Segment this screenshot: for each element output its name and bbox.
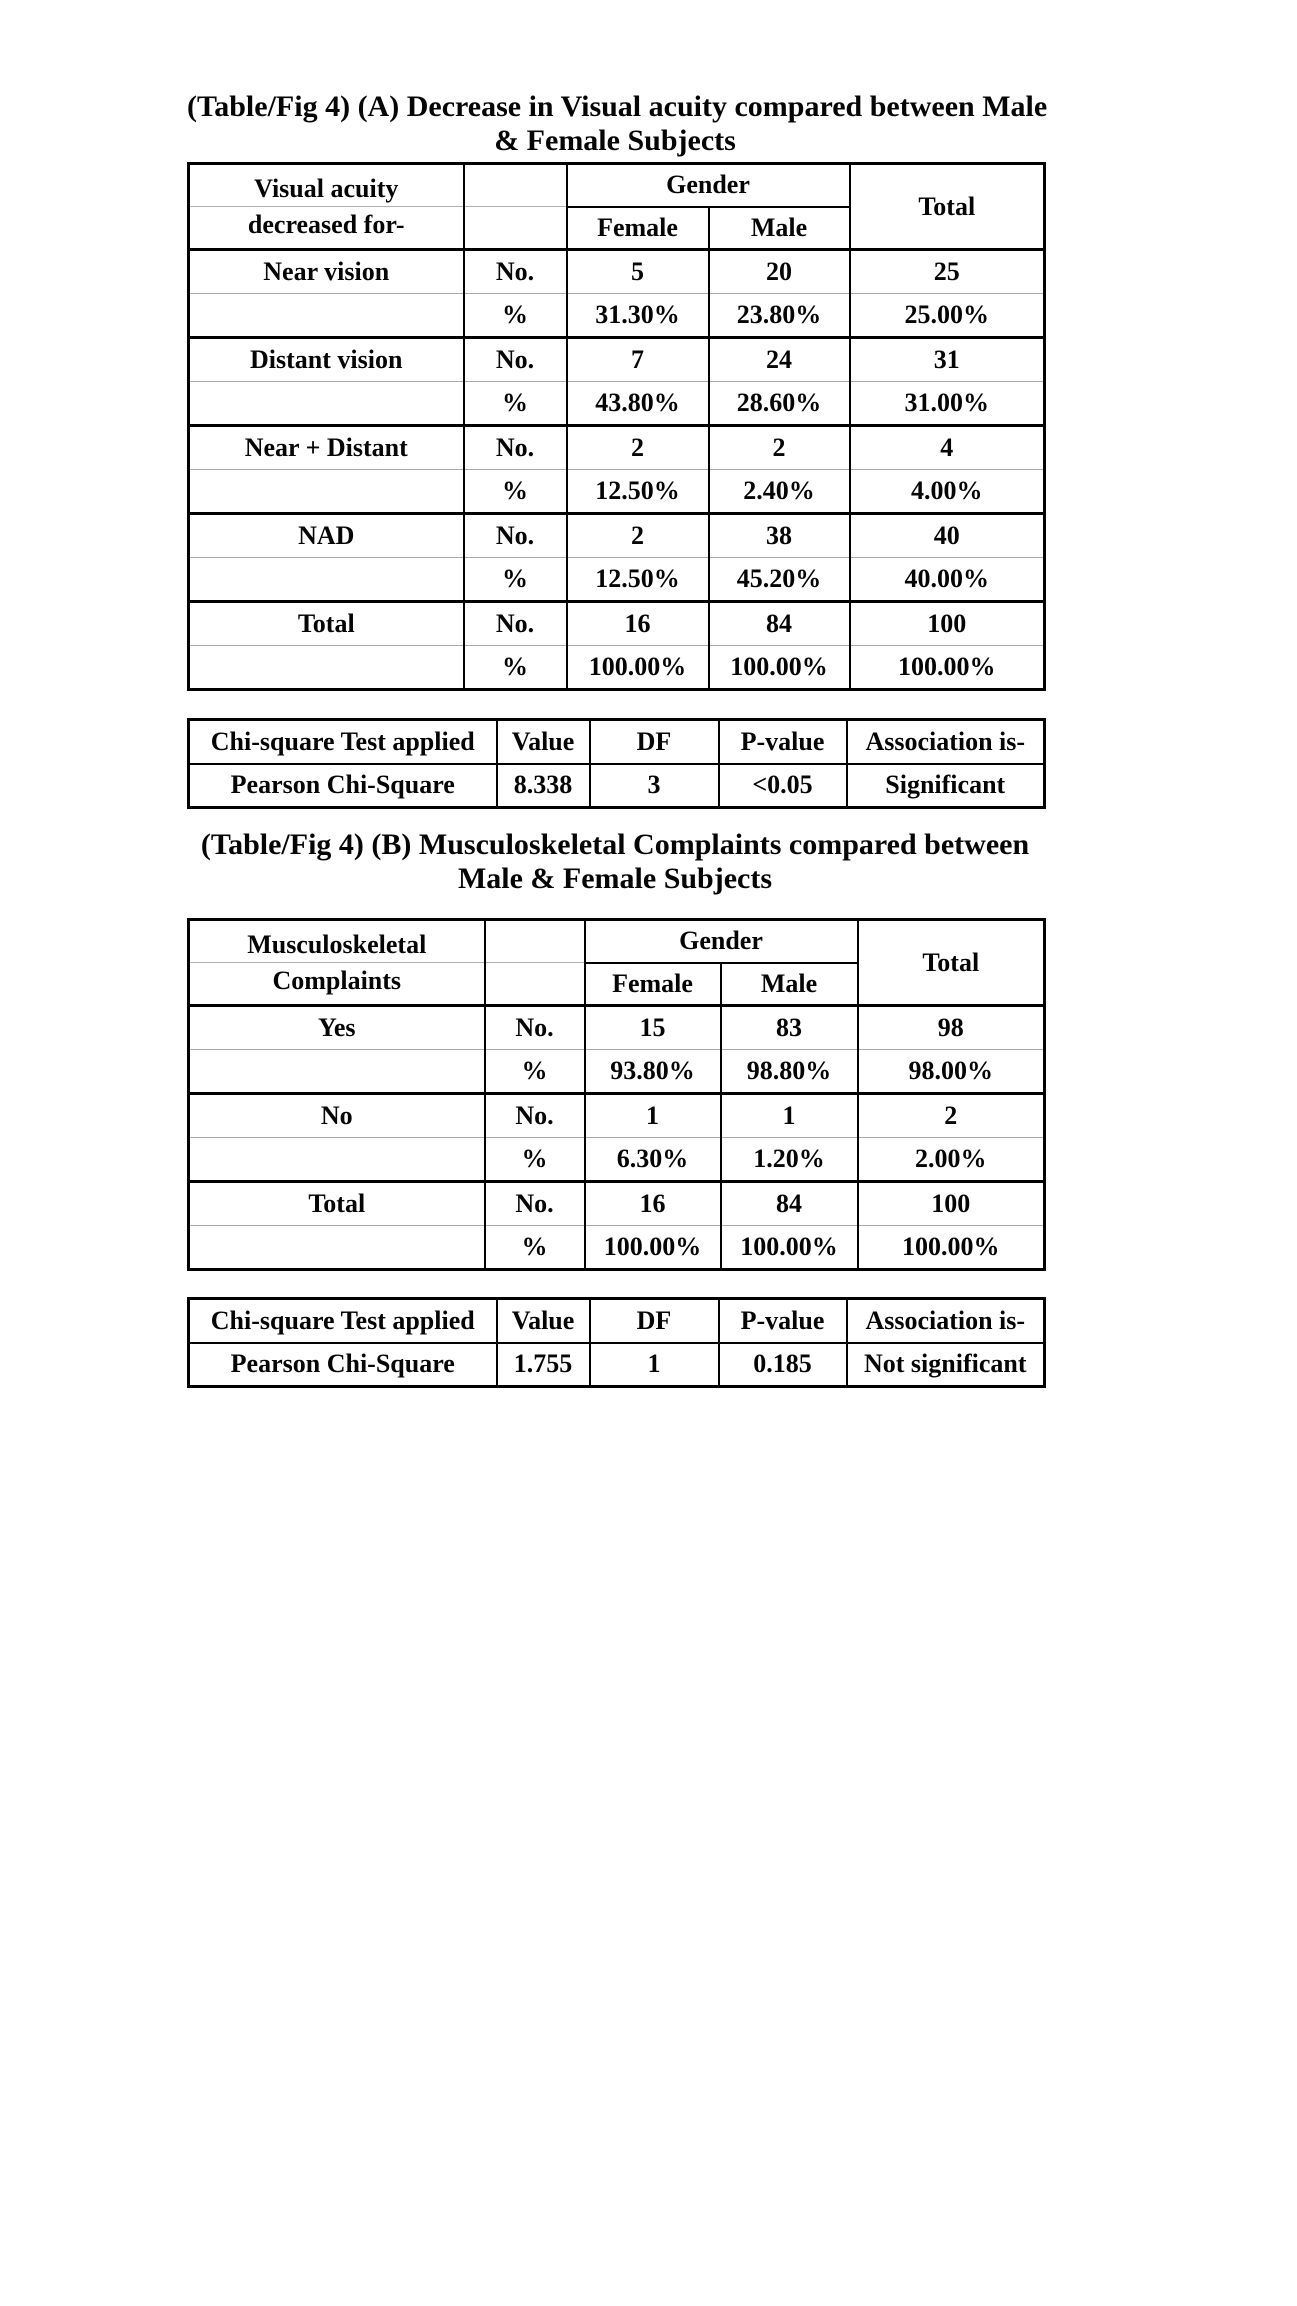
stat-type-cell: % (485, 1138, 585, 1182)
row-label-cell (189, 294, 464, 338)
female-value-cell: 12.50% (567, 470, 709, 514)
section-b-title-line1: (Table/Fig 4) (B) Musculoskeletal Complaints compared between (200, 828, 1030, 861)
female-value-cell: 2 (567, 426, 709, 470)
male-value-cell: 1.20% (721, 1138, 858, 1182)
total-value-cell: 98 (858, 1006, 1045, 1050)
chi-association-cell: Significant (847, 764, 1045, 808)
female-value-cell: 43.80% (567, 382, 709, 426)
visual-acuity-table (187, 162, 1046, 691)
female-value-cell: 31.30% (567, 294, 709, 338)
total-value-cell: 100 (858, 1182, 1045, 1226)
male-header-cell: Male (709, 207, 850, 250)
stat-type-cell: No. (464, 602, 567, 646)
percent-row (189, 382, 1045, 426)
row-label-cell (189, 382, 464, 426)
row-label-cell: Near vision (189, 250, 464, 294)
percent-row (189, 646, 1045, 690)
chi-square-table-b (187, 1297, 1046, 1388)
stat-type-header-cell (464, 164, 567, 250)
section-a-title (187, 90, 1048, 158)
musculoskeletal-table (187, 918, 1046, 1271)
gender-header-cell: Gender (585, 920, 858, 963)
percent-row (189, 1226, 1045, 1270)
percent-row (189, 558, 1045, 602)
count-row (189, 426, 1045, 470)
chi-pvalue-cell: 0.185 (719, 1343, 847, 1387)
section-a-title-line2: & Female Subjects (494, 124, 736, 157)
gender-header-cell: Gender (567, 164, 850, 207)
total-value-cell: 2 (858, 1094, 1045, 1138)
total-value-cell: 100 (850, 602, 1045, 646)
stat-type-cell: % (464, 470, 567, 514)
male-value-cell: 83 (721, 1006, 858, 1050)
stat-type-cell: % (464, 294, 567, 338)
male-value-cell: 2.40% (709, 470, 850, 514)
female-header-cell: Female (567, 207, 709, 250)
stat-type-cell: % (485, 1226, 585, 1270)
count-row (189, 1006, 1045, 1050)
row-label-cell (189, 1226, 485, 1270)
chi-header-row (189, 1299, 1045, 1343)
stat-type-cell: % (464, 558, 567, 602)
percent-row (189, 294, 1045, 338)
chi-pvalue-header-cell: P-value (719, 1299, 847, 1343)
row-label-cell (189, 558, 464, 602)
male-value-cell: 84 (709, 602, 850, 646)
chi-association-header-cell: Association is- (847, 1299, 1045, 1343)
female-value-cell: 6.30% (585, 1138, 721, 1182)
row-header-cell (189, 164, 464, 250)
stat-type-cell: No. (464, 338, 567, 382)
stat-type-cell: No. (485, 1182, 585, 1226)
chi-pvalue-cell: <0.05 (719, 764, 847, 808)
row-label-cell: Total (189, 602, 464, 646)
chi-test-header-cell: Chi-square Test applied (189, 1299, 497, 1343)
female-value-cell: 100.00% (567, 646, 709, 690)
table-header-row (189, 920, 1045, 963)
male-value-cell: 23.80% (709, 294, 850, 338)
male-value-cell: 98.80% (721, 1050, 858, 1094)
chi-header-row (189, 720, 1045, 764)
chi-test-cell: Pearson Chi-Square (189, 1343, 497, 1387)
count-row (189, 514, 1045, 558)
total-value-cell: 98.00% (858, 1050, 1045, 1094)
row-label-cell: Total (189, 1182, 485, 1226)
row-header-line1: Visual acuity (254, 173, 399, 203)
count-row (189, 250, 1045, 294)
row-label-cell: Yes (189, 1006, 485, 1050)
chi-df-cell: 3 (590, 764, 719, 808)
row-header-line2: decreased for- (247, 209, 405, 239)
male-value-cell: 1 (721, 1094, 858, 1138)
female-value-cell: 1 (585, 1094, 721, 1138)
male-value-cell: 38 (709, 514, 850, 558)
section-b-title (187, 828, 1043, 896)
female-value-cell: 5 (567, 250, 709, 294)
total-value-cell: 31 (850, 338, 1045, 382)
female-value-cell: 16 (585, 1182, 721, 1226)
chi-result-row (189, 764, 1045, 808)
percent-row (189, 470, 1045, 514)
total-value-cell: 100.00% (858, 1226, 1045, 1270)
chi-association-cell: Not significant (847, 1343, 1045, 1387)
male-value-cell: 100.00% (721, 1226, 858, 1270)
stat-type-cell: % (464, 382, 567, 426)
count-row (189, 338, 1045, 382)
row-label-cell: Distant vision (189, 338, 464, 382)
chi-value-header-cell: Value (497, 1299, 590, 1343)
row-label-cell (189, 470, 464, 514)
female-value-cell: 16 (567, 602, 709, 646)
male-value-cell: 2 (709, 426, 850, 470)
male-value-cell: 100.00% (709, 646, 850, 690)
row-label-cell (189, 1138, 485, 1182)
male-value-cell: 84 (721, 1182, 858, 1226)
male-value-cell: 20 (709, 250, 850, 294)
chi-df-cell: 1 (590, 1343, 719, 1387)
chi-pvalue-header-cell: P-value (719, 720, 847, 764)
total-value-cell: 40.00% (850, 558, 1045, 602)
male-value-cell: 45.20% (709, 558, 850, 602)
total-value-cell: 4 (850, 426, 1045, 470)
stat-type-cell: No. (464, 250, 567, 294)
row-header-line2: Complaints (272, 965, 402, 995)
percent-row (189, 1138, 1045, 1182)
table-header-row (189, 164, 1045, 207)
chi-df-header-cell: DF (590, 720, 719, 764)
female-value-cell: 2 (567, 514, 709, 558)
total-value-cell: 100.00% (850, 646, 1045, 690)
chi-test-header-cell: Chi-square Test applied (189, 720, 497, 764)
row-label-cell (189, 1050, 485, 1094)
chi-association-header-cell: Association is- (847, 720, 1045, 764)
chi-df-header-cell: DF (590, 1299, 719, 1343)
total-value-cell: 40 (850, 514, 1045, 558)
chi-result-row (189, 1343, 1045, 1387)
chi-value-cell: 8.338 (497, 764, 590, 808)
chi-test-cell: Pearson Chi-Square (189, 764, 497, 808)
total-header-cell: Total (850, 164, 1045, 250)
section-b-title-line2: Male & Female Subjects (457, 862, 773, 895)
female-value-cell: 7 (567, 338, 709, 382)
male-value-cell: 28.60% (709, 382, 850, 426)
row-label-cell (189, 646, 464, 690)
stat-type-cell: No. (485, 1094, 585, 1138)
count-row (189, 1182, 1045, 1226)
percent-row (189, 1050, 1045, 1094)
stat-type-cell: No. (485, 1006, 585, 1050)
female-value-cell: 12.50% (567, 558, 709, 602)
count-row (189, 1094, 1045, 1138)
row-header-cell (189, 920, 485, 1006)
chi-value-cell: 1.755 (497, 1343, 590, 1387)
total-value-cell: 2.00% (858, 1138, 1045, 1182)
total-value-cell: 25.00% (850, 294, 1045, 338)
female-header-cell: Female (585, 963, 721, 1006)
total-value-cell: 25 (850, 250, 1045, 294)
female-value-cell: 15 (585, 1006, 721, 1050)
female-value-cell: 100.00% (585, 1226, 721, 1270)
total-value-cell: 31.00% (850, 382, 1045, 426)
stat-type-cell: No. (464, 426, 567, 470)
row-label-cell: No (189, 1094, 485, 1138)
male-value-cell: 24 (709, 338, 850, 382)
stat-type-cell: % (485, 1050, 585, 1094)
stat-type-cell: % (464, 646, 567, 690)
male-header-cell: Male (721, 963, 858, 1006)
row-label-cell: Near + Distant (189, 426, 464, 470)
row-label-cell: NAD (189, 514, 464, 558)
chi-square-table-a (187, 718, 1046, 809)
female-value-cell: 93.80% (585, 1050, 721, 1094)
chi-value-header-cell: Value (497, 720, 590, 764)
stat-type-header-cell (485, 920, 585, 1006)
section-a-title-line1: (Table/Fig 4) (A) Decrease in Visual acuity compared between Male (187, 90, 1048, 123)
stat-type-cell: No. (464, 514, 567, 558)
total-value-cell: 4.00% (850, 470, 1045, 514)
row-header-line1: Musculoskeletal (247, 929, 427, 959)
count-row (189, 602, 1045, 646)
total-header-cell: Total (858, 920, 1045, 1006)
